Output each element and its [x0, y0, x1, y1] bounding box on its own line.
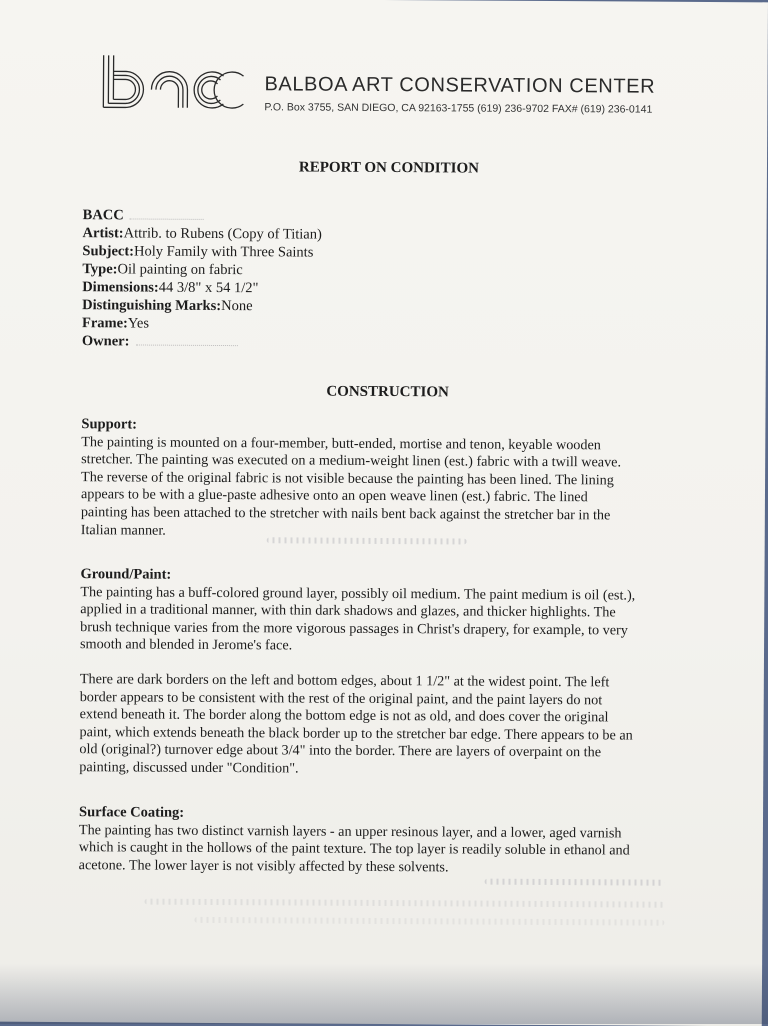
ground-line: painting, discussed under "Condition". — [79, 759, 299, 777]
support-line: painting has been attached to the stretcher with nails bent back against the stretcher bar in the — [80, 504, 611, 524]
construction-title: CONSTRUCTION — [326, 383, 449, 401]
marks-label: Distinguishing Marks: — [82, 297, 222, 315]
artist-value: Attrib. to Rubens (Copy of Titian) — [123, 225, 322, 243]
subject-label: Subject: — [82, 243, 135, 260]
ground-line: extend beneath it. The border along the bottom edge is not as old, and does cover the original — [79, 706, 609, 726]
ground-line: border appears to be consistent with the rest of the original paint, and the paint layers do not — [79, 688, 603, 708]
redacted-owner — [135, 343, 237, 346]
frame-row — [82, 314, 321, 333]
artist-label: Artist: — [82, 225, 124, 242]
ground-line: There are dark borders on the left and bottom edges, about 1 1/2" at the widest point. The left — [79, 671, 610, 691]
report-fields — [82, 206, 322, 351]
dimensions-row — [82, 278, 321, 297]
coating-line: acetone. The lower layer is not visibly affected by these solvents. — [78, 856, 449, 876]
page-shadow — [0, 964, 768, 1024]
ground-line: applied in a traditional manner, with thin dark shadows and glazes, and thicker highlights. The — [80, 601, 616, 621]
support-line: Italian manner. — [80, 521, 166, 539]
type-row — [82, 260, 321, 279]
ground-line: The painting has a buff-colored ground layer, possibly oil medium. The paint medium is oil (est.), — [80, 583, 636, 604]
coating-line: which is caught in the hollows of the paint texture. The top layer is readily soluble in ethanol and — [78, 839, 630, 859]
coating-line: The painting has two distinct varnish layers - an upper resinous layer, and a lower, aged varnish — [78, 821, 622, 842]
ground-line: paint, which extends beneath the black border up to the stretcher bar edge. There appears to be an — [79, 723, 633, 744]
owner-label: Owner: — [81, 333, 130, 350]
redaction-smudge — [485, 879, 665, 886]
surface-coating-section — [79, 804, 695, 878]
support-line: appears to be with a glue-paste adhesive onto an open weave linen (est.) fabric. The lined — [80, 486, 588, 506]
support-section — [81, 416, 698, 543]
bacc-label: BACC — [82, 207, 124, 224]
bacc-logo — [99, 53, 245, 112]
ground-line: smooth and blended in Jerome's face. — [80, 636, 293, 654]
dimensions-value: 44 3/8" x 54 1/2" — [158, 279, 259, 297]
frame-value: Yes — [127, 315, 150, 332]
organization-address: P.O. Box 3755, SAN DIEGO, CA 92163-1755 (619) 236-9702 FAX# (619) 236-0141 — [264, 101, 653, 116]
redaction-smudge — [267, 537, 467, 544]
redaction-smudge — [194, 917, 664, 926]
support-line: The painting is mounted on a four-member, butt-ended, mortise and tenon, keyable wooden — [81, 433, 601, 453]
frame-label: Frame: — [81, 315, 128, 332]
support-heading: Support: — [81, 416, 138, 433]
type-label: Type: — [82, 261, 118, 278]
bacc-number-row — [83, 206, 322, 225]
dimensions-label: Dimensions: — [82, 279, 159, 296]
surface-coating-heading: Surface Coating: — [78, 804, 185, 821]
report-title: REPORT ON CONDITION — [298, 159, 480, 177]
marks-row — [82, 296, 321, 315]
ground-paint-section — [79, 566, 696, 780]
marks-value: None — [221, 298, 253, 315]
ground-paint-heading: Ground/Paint: — [80, 566, 172, 583]
ground-line: old (original?) turnover edge about 3/4" into the border. There are layers of overpaint on the — [79, 741, 602, 761]
artist-row — [83, 224, 322, 243]
subject-row — [82, 242, 321, 261]
support-line: stretcher. The painting was executed on a medium-weight linen (est.) fabric with a twill weave. — [81, 451, 622, 471]
redacted-number — [130, 217, 204, 219]
subject-value: Holy Family with Three Saints — [133, 243, 314, 261]
redaction-smudge — [144, 899, 664, 908]
owner-row — [82, 332, 321, 351]
organization-name: BALBOA ART CONSERVATION CENTER — [264, 73, 656, 98]
support-line: The reverse of the original fabric is not visible because the painting has been lined. The lining — [81, 468, 614, 489]
ground-line: brush technique varies from the more vigorous passages in Christ's drapery, for example, to very — [80, 618, 628, 639]
type-value: Oil painting on fabric — [117, 261, 243, 279]
